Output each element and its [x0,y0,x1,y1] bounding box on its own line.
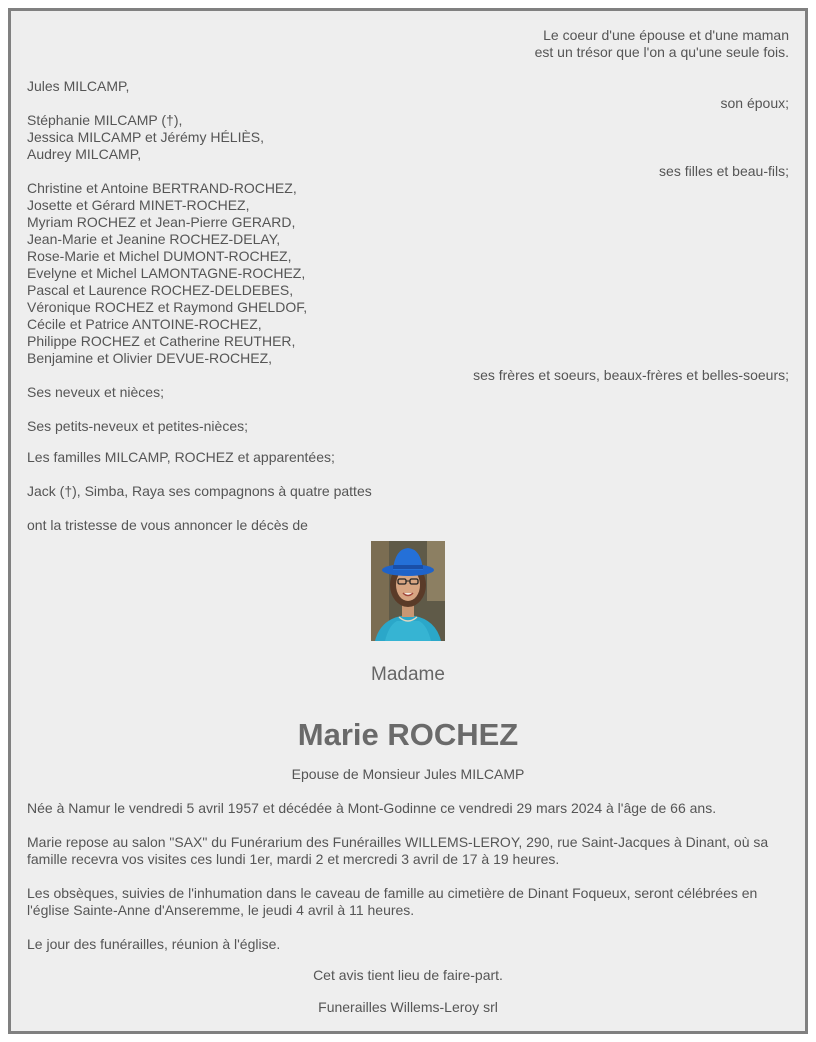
obituary-frame [8,8,808,1034]
epigraph-line-1: Le coeur d'une épouse et d'une maman [543,27,789,43]
siblings-role: ses frères et soeurs, beaux-frères et belles-soeurs; [473,367,789,383]
title-madame: Madame [371,664,445,685]
daughter-line: Audrey MILCAMP, [27,146,142,162]
spouse-line: Epouse de Monsieur Jules MILCAMP [291,766,525,782]
spouse-name: Jules MILCAMP, [27,78,130,94]
sibling-line: Josette et Gérard MINET-ROCHEZ, [27,197,250,213]
sibling-line: Evelyne et Michel LAMONTAGNE-ROCHEZ, [27,265,306,281]
families-line: Les familles MILCAMP, ROCHEZ et apparentées; [27,449,335,465]
portrait-image [371,541,445,641]
daughter-line: Stéphanie MILCAMP (†), [27,112,183,128]
daughter-line: Jessica MILCAMP et Jérémy HÉLIÈS, [27,129,265,145]
sibling-line: Benjamine et Olivier DEVUE-ROCHEZ, [27,350,273,366]
obituary-content [27,27,789,1016]
funeral-home-line: Funerailles Willems-Leroy srl [318,999,498,1015]
deceased-name: Marie ROCHEZ [297,717,519,752]
sibling-line: Philippe ROCHEZ et Catherine REUTHER, [27,333,296,349]
pets-line: Jack (†), Simba, Raya ses compagnons à quatre pattes [27,483,372,499]
funeral-paragraph: Les obsèques, suivies de l'inhumation dans le caveau de famille au cimetière de Dinant Foqueux, seront célébrées en l'église Sainte-Anne d'Anseremme, le jeudi 4 avril à 11 heures. [27,885,758,918]
visitation-paragraph: Marie repose au salon "SAX" du Funérarium des Funérailles WILLEMS-LEROY, 290, rue Saint-Jacques à Dinant, où sa famille recevra vos visites ces lundi 1er, mardi 2 et mercredi 3 avril de 17 à 19 heures. [27,834,769,867]
birth-death-paragraph: Née à Namur le vendredi 5 avril 1957 et décédée à Mont-Godinne ce vendredi 29 mars 2024 à l'âge de 66 ans. [27,800,717,816]
announcement-line: ont la tristesse de vous annoncer le décès de [27,517,308,533]
sibling-line: Pascal et Laurence ROCHEZ-DELDEBES, [27,282,294,298]
sibling-line: Cécile et Patrice ANTOINE-ROCHEZ, [27,316,262,332]
sibling-line: Christine et Antoine BERTRAND-ROCHEZ, [27,180,297,196]
sibling-line: Rose-Marie et Michel DUMONT-ROCHEZ, [27,248,292,264]
spouse-role: son époux; [720,95,789,111]
nephews-line: Ses neveux et nièces; [27,384,164,400]
notice-line: Cet avis tient lieu de faire-part. [313,967,503,983]
grand-nephews-line: Ses petits-neveux et petites-nièces; [27,418,249,434]
daughters-role: ses filles et beau-fils; [659,163,789,179]
sibling-line: Jean-Marie et Jeanine ROCHEZ-DELAY, [27,231,281,247]
deceased-photo [371,541,445,641]
epigraph-line-2: est un trésor que l'on a qu'une seule fois. [534,44,789,60]
meeting-paragraph: Le jour des funérailles, réunion à l'église. [27,936,281,952]
photo-container [27,541,789,644]
sibling-line: Véronique ROCHEZ et Raymond GHELDOF, [27,299,308,315]
sibling-line: Myriam ROCHEZ et Jean-Pierre GERARD, [27,214,296,230]
